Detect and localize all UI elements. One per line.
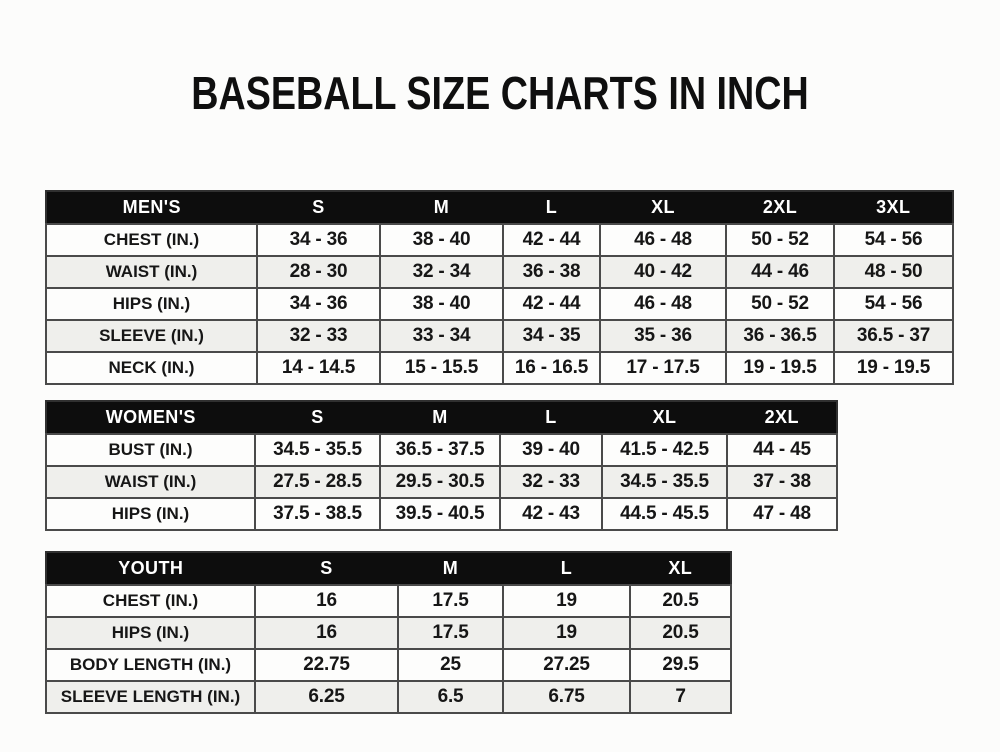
row-label: HIPS (IN.) [46, 617, 255, 649]
size-value-cell: 44 - 45 [727, 434, 837, 466]
womens-table-header [46, 401, 837, 434]
mens-table-body [46, 224, 953, 384]
size-value-cell: 16 [255, 585, 398, 617]
row-label: SLEEVE (IN.) [46, 320, 257, 352]
column-header: 3XL [834, 191, 953, 224]
row-label: CHEST (IN.) [46, 224, 257, 256]
size-value-cell: 48 - 50 [834, 256, 953, 288]
table-title-cell: MEN'S [46, 191, 257, 224]
size-value-cell: 36.5 - 37 [834, 320, 953, 352]
column-header: L [500, 401, 602, 434]
size-value-cell: 34 - 36 [257, 224, 380, 256]
size-value-cell: 42 - 44 [503, 224, 600, 256]
size-value-cell: 34 - 35 [503, 320, 600, 352]
size-value-cell: 36 - 38 [503, 256, 600, 288]
size-value-cell: 7 [630, 681, 731, 713]
row-label: BODY LENGTH (IN.) [46, 649, 255, 681]
column-header: M [398, 552, 503, 585]
size-value-cell: 16 [255, 617, 398, 649]
size-value-cell: 22.75 [255, 649, 398, 681]
mens-size-table [45, 190, 954, 385]
size-value-cell: 17.5 [398, 585, 503, 617]
size-value-cell: 32 - 34 [380, 256, 503, 288]
row-label: HIPS (IN.) [46, 288, 257, 320]
size-value-cell: 14 - 14.5 [257, 352, 380, 384]
table-row [46, 585, 731, 617]
size-value-cell: 39.5 - 40.5 [380, 498, 500, 530]
size-value-cell: 6.5 [398, 681, 503, 713]
table-title-cell: WOMEN'S [46, 401, 255, 434]
column-header: S [255, 401, 380, 434]
size-value-cell: 47 - 48 [727, 498, 837, 530]
row-label: WAIST (IN.) [46, 256, 257, 288]
size-value-cell: 44.5 - 45.5 [602, 498, 727, 530]
column-header: L [503, 191, 600, 224]
column-header: S [255, 552, 398, 585]
table-row [46, 681, 731, 713]
row-label: HIPS (IN.) [46, 498, 255, 530]
size-value-cell: 19 - 19.5 [834, 352, 953, 384]
size-value-cell: 54 - 56 [834, 224, 953, 256]
youth-table-header [46, 552, 731, 585]
size-value-cell: 27.25 [503, 649, 630, 681]
size-value-cell: 32 - 33 [257, 320, 380, 352]
column-header: M [380, 401, 500, 434]
womens-table-body [46, 434, 837, 530]
size-value-cell: 35 - 36 [600, 320, 726, 352]
size-value-cell: 17 - 17.5 [600, 352, 726, 384]
table-row [46, 352, 953, 384]
column-header: L [503, 552, 630, 585]
column-header: S [257, 191, 380, 224]
table-title-cell: YOUTH [46, 552, 255, 585]
header-row [46, 191, 953, 224]
column-header: M [380, 191, 503, 224]
size-value-cell: 6.25 [255, 681, 398, 713]
column-header: XL [600, 191, 726, 224]
column-header: 2XL [726, 191, 834, 224]
size-value-cell: 40 - 42 [600, 256, 726, 288]
size-value-cell: 54 - 56 [834, 288, 953, 320]
header-row [46, 401, 837, 434]
size-value-cell: 36 - 36.5 [726, 320, 834, 352]
size-value-cell: 20.5 [630, 617, 731, 649]
table-row [46, 288, 953, 320]
size-value-cell: 34.5 - 35.5 [255, 434, 380, 466]
mens-table-header [46, 191, 953, 224]
size-value-cell: 42 - 44 [503, 288, 600, 320]
size-value-cell: 20.5 [630, 585, 731, 617]
table-row [46, 617, 731, 649]
size-value-cell: 38 - 40 [380, 224, 503, 256]
table-row [46, 498, 837, 530]
page-title: BASEBALL SIZE CHARTS IN INCH [191, 67, 809, 119]
size-value-cell: 6.75 [503, 681, 630, 713]
column-header: 2XL [727, 401, 837, 434]
size-value-cell: 29.5 - 30.5 [380, 466, 500, 498]
size-value-cell: 15 - 15.5 [380, 352, 503, 384]
table-row [46, 649, 731, 681]
size-value-cell: 39 - 40 [500, 434, 602, 466]
row-label: CHEST (IN.) [46, 585, 255, 617]
size-value-cell: 46 - 48 [600, 288, 726, 320]
youth-table-body [46, 585, 731, 713]
row-label: SLEEVE LENGTH (IN.) [46, 681, 255, 713]
size-value-cell: 36.5 - 37.5 [380, 434, 500, 466]
size-value-cell: 17.5 [398, 617, 503, 649]
size-value-cell: 28 - 30 [257, 256, 380, 288]
size-value-cell: 42 - 43 [500, 498, 602, 530]
header-row [46, 552, 731, 585]
size-value-cell: 44 - 46 [726, 256, 834, 288]
size-value-cell: 25 [398, 649, 503, 681]
column-header: XL [602, 401, 727, 434]
size-value-cell: 38 - 40 [380, 288, 503, 320]
table-row [46, 434, 837, 466]
size-value-cell: 37.5 - 38.5 [255, 498, 380, 530]
size-value-cell: 50 - 52 [726, 224, 834, 256]
size-value-cell: 19 [503, 585, 630, 617]
size-value-cell: 16 - 16.5 [503, 352, 600, 384]
row-label: NECK (IN.) [46, 352, 257, 384]
table-row [46, 466, 837, 498]
youth-size-table [45, 551, 732, 714]
table-row [46, 224, 953, 256]
table-row [46, 256, 953, 288]
size-value-cell: 46 - 48 [600, 224, 726, 256]
size-value-cell: 19 - 19.5 [726, 352, 834, 384]
size-value-cell: 33 - 34 [380, 320, 503, 352]
size-value-cell: 37 - 38 [727, 466, 837, 498]
size-value-cell: 29.5 [630, 649, 731, 681]
size-value-cell: 34.5 - 35.5 [602, 466, 727, 498]
table-row [46, 320, 953, 352]
size-value-cell: 19 [503, 617, 630, 649]
row-label: BUST (IN.) [46, 434, 255, 466]
size-value-cell: 41.5 - 42.5 [602, 434, 727, 466]
size-value-cell: 34 - 36 [257, 288, 380, 320]
size-value-cell: 27.5 - 28.5 [255, 466, 380, 498]
column-header: XL [630, 552, 731, 585]
row-label: WAIST (IN.) [46, 466, 255, 498]
size-value-cell: 32 - 33 [500, 466, 602, 498]
womens-size-table [45, 400, 838, 531]
size-value-cell: 50 - 52 [726, 288, 834, 320]
